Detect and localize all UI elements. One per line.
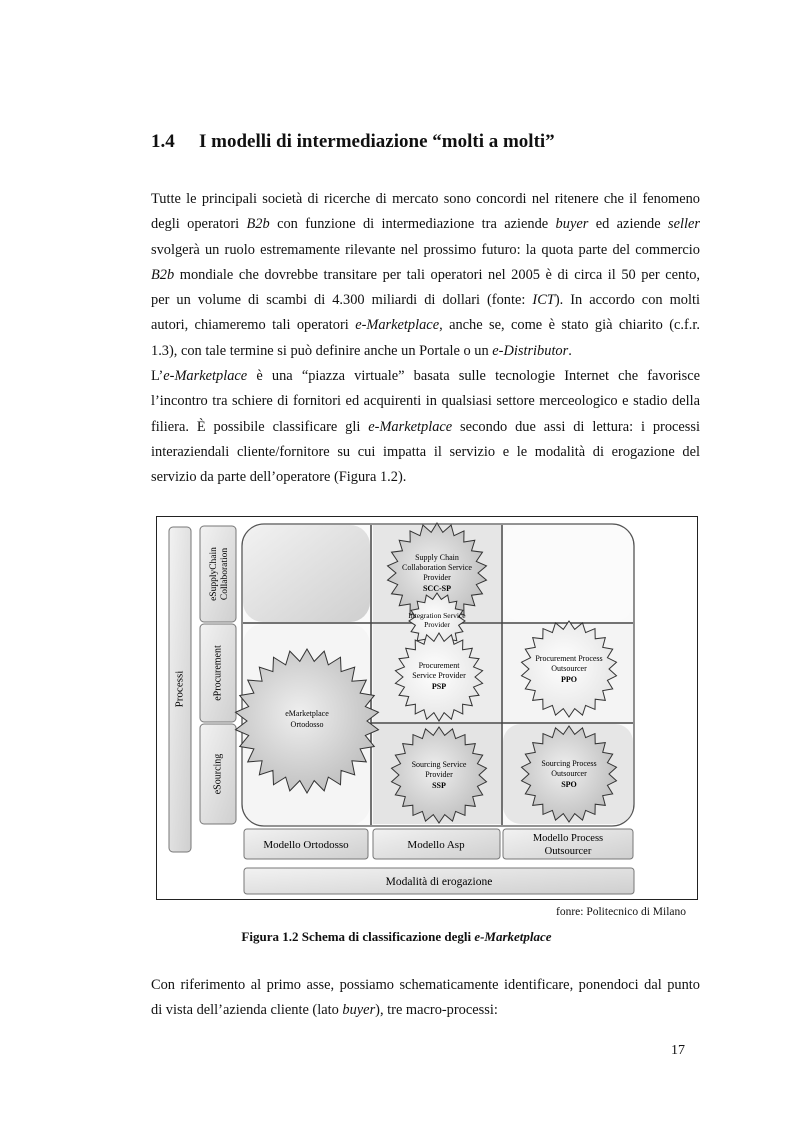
paragraph-1 [151, 187, 700, 364]
row-procurement-label: eProcurement [212, 645, 224, 701]
section-number: 1.4 [151, 131, 175, 152]
emarketplace-label-1: eMarketplace [285, 709, 329, 718]
row-sourcing-label: eSourcing [212, 753, 224, 795]
psp-abbr: PSP [431, 682, 447, 691]
classification-figure [156, 516, 698, 900]
emarketplace-label-2: Ortodosso [290, 720, 324, 729]
figure-caption: Figura 1.2 Schema di classificazione degli e-Marketplace [241, 929, 552, 944]
paragraph-line: Con riferimento al primo asse, possiamo schematicamente identificare, ponendoci dal punto [151, 977, 700, 993]
sccsp-label-3: Provider [423, 573, 451, 582]
paragraph-line: Tutte le principali società di ricerche di mercato sono concordi nel ritenere che il fenomeno [151, 191, 700, 207]
paragraph-line: 1.3), con tale termine si può definire anche un Portale o un e-Distributor. [151, 342, 572, 359]
ssp-label-1: Sourcing Service [411, 760, 467, 769]
paragraph-line: di vista dell’azienda cliente (lato buyer), tre macro-processi: [151, 1002, 498, 1019]
classification-diagram [157, 517, 697, 899]
isp-label-2: Provider [424, 620, 450, 629]
paragraph-line: per un volume di scambi di 4.300 miliardi di dollari (fonte: ICT). In accordo con molti [151, 292, 700, 309]
processes-axis-label: Processi [173, 670, 186, 708]
ssp-label-2: Provider [425, 770, 453, 779]
paragraph-line: filiera. È possibile classificare gli e-Marketplace secondo due assi di lettura: i processi [151, 418, 701, 435]
col-process-outsourcer-label-2: Outsourcer [544, 846, 592, 857]
grid-cell-empty-top-left [243, 525, 370, 622]
row-supply-chain-label-1: eSupplyChain [209, 547, 220, 601]
sccsp-abbr: SCC-SP [422, 584, 452, 593]
section-heading [151, 131, 555, 153]
col-process-outsourcer-label-1: Modello Process [532, 833, 604, 844]
col-ortodosso-label: Modello Ortodosso [263, 839, 349, 851]
paragraph-line: degli operatori B2b con funzione di intermediazione tra aziende buyer ed aziende seller [151, 216, 700, 233]
isp-label-1: Integration Service [408, 611, 466, 620]
ppo-abbr: PPO [561, 675, 577, 684]
sccsp-label-2: Collaboration Service [402, 563, 472, 572]
section-title: I modelli di intermediazione “molti a molti” [199, 131, 555, 152]
paragraph-line: servizio da parte dell’operatore (Figura 1.2). [151, 469, 407, 486]
row-supply-chain-label-2: Collaboration [220, 547, 231, 601]
spo-abbr: SPO [561, 780, 577, 789]
erogazione-axis-label: Modalità di erogazione [385, 876, 493, 888]
figure-source-note: fonre: Politecnico di Milano [556, 906, 686, 918]
paragraph-2 [151, 364, 700, 490]
paragraph-line: L’e-Marketplace è una “piazza virtuale” basata sulle tecnologie Internet che favorisce [151, 368, 700, 384]
paragraph-3 [151, 973, 700, 1024]
page-number: 17 [671, 1043, 685, 1058]
ppo-label-2: Outsourcer [551, 664, 587, 673]
paragraph-line: B2b mondiale che dovrebbe transitare per tali operatori nel 2005 è di circa il 50 per cento, [151, 266, 700, 283]
spo-label-1: Sourcing Process [541, 759, 597, 768]
ssp-abbr: SSP [432, 781, 446, 790]
psp-label-1: Procurement [418, 661, 460, 670]
ppo-label-1: Procurement Process [535, 654, 603, 663]
spo-label-2: Outsourcer [551, 769, 587, 778]
grid-cell-empty-top-right [503, 525, 633, 622]
paragraph-line: svolgerà un ruolo estremamente rilevante nel prossimo futuro: la quota parte del commercio [151, 241, 700, 258]
col-asp-label: Modello Asp [407, 839, 465, 851]
paragraph-line: l’incontro tra schiere di fornitori ed acquirenti in qualsiasi settore merceologico e stadio della [151, 393, 700, 410]
paragraph-line: interaziendali cliente/fornitore su cui impatta il servizio e le modalità di erogazione del [151, 443, 700, 460]
paragraph-line: autori, chiameremo tali operatori e-Marketplace, anche se, come è stato già chiarito (c.f.r. [151, 317, 700, 334]
sccsp-label-1: Supply Chain [415, 553, 459, 562]
psp-label-2: Service Provider [412, 671, 466, 680]
